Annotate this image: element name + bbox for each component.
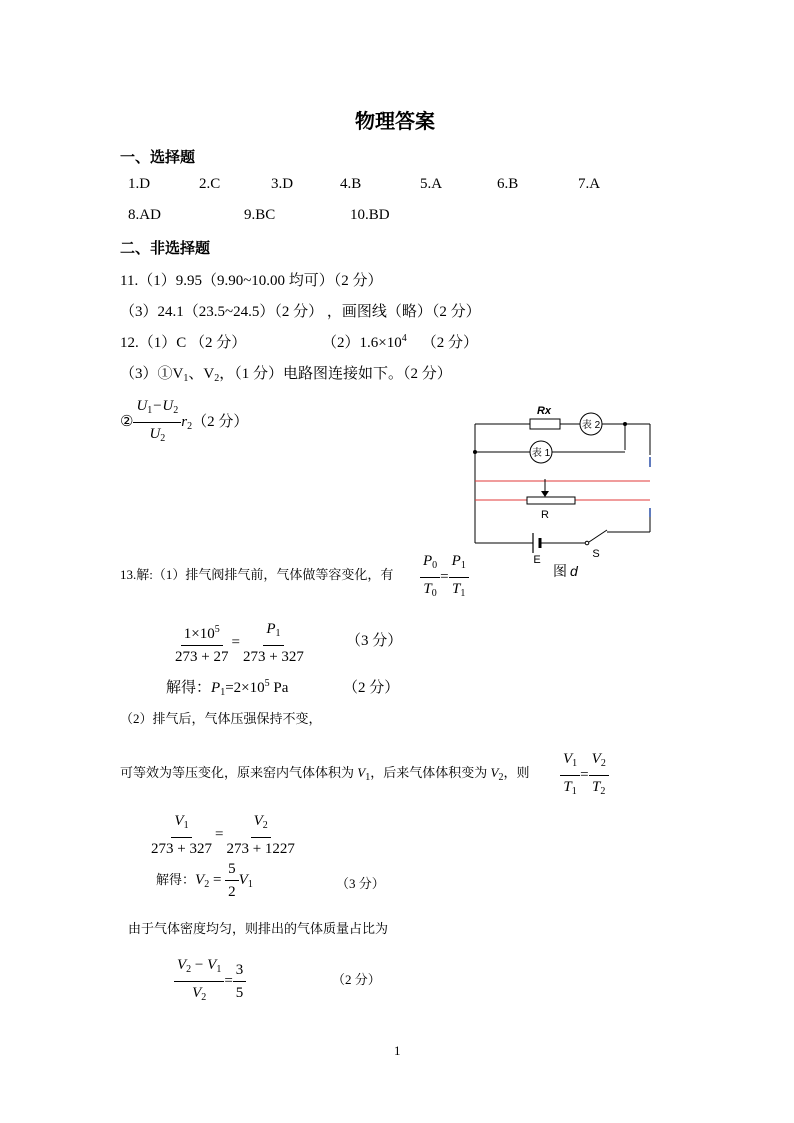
resistor-rx (530, 419, 560, 429)
eq2-den-right: 273 + 1227 (226, 841, 295, 857)
answer-7: 7.A (578, 176, 601, 192)
sol2-den: 2 (228, 884, 236, 900)
ratio-score: （2 分） (332, 972, 381, 987)
answer-2: 2.C (199, 176, 221, 192)
eq1-num-right: P (266, 621, 276, 637)
frac-minus-u2: −U (152, 398, 174, 414)
q12-part2-value: （2）1.6×10 (322, 335, 402, 351)
q12-formula (120, 397, 248, 448)
q11-line2: （3）24.1（23.5~24.5）（2 分） ，画图线（略）（2 分） (120, 304, 481, 320)
q13-eq2: $\frac{V_1}{273 + 327}$ = $\frac{V_2}{273 + 1227}$ (148, 812, 298, 858)
frac-den-u: U (149, 426, 161, 442)
q12-part3-a: （3）①V (120, 366, 184, 382)
ratio-right-fraction (233, 961, 247, 1002)
sol1-pre: 解得： (166, 680, 212, 696)
iso-pre: 可等效为等压变化，原来窑内气体体积为 (120, 765, 358, 780)
frac-u1-sub: 1 (147, 405, 153, 416)
sol1-unit: Pa (269, 680, 289, 696)
section-heading-choice: 一、选择题 (120, 148, 196, 166)
answer-4: 4.B (340, 176, 362, 192)
circled-two: ② (120, 413, 134, 430)
q13-eq1: $\frac{1\times 10^5}{273 + 27}$ = $\frac{P_1}{273 + 327}$ (172, 620, 307, 666)
circuit-diagram (465, 395, 665, 595)
sol1-sub: 1 (220, 687, 226, 698)
ratio-den: 5 (235, 985, 244, 1001)
frac-u1: U (136, 398, 148, 414)
answer-6: 6.B (497, 176, 519, 192)
eq1-num-exp: 5 (214, 623, 220, 635)
q12-part2 (322, 331, 478, 352)
q12-part1: 12.（1）C （2 分） (120, 335, 247, 351)
sol1-score: （2 分） (343, 680, 400, 696)
frac-u2-sub: 2 (173, 405, 179, 416)
eq1-den-left: 273 + 27 (175, 648, 229, 665)
q13-intro (120, 564, 393, 583)
eq1-right-fraction (240, 620, 307, 666)
q12-part3-s2: 2 (214, 373, 220, 384)
q13-intro-text: 13.解:（1）排气阀排气前，气体做等容变化，有 (120, 567, 394, 582)
eq1-den-right: 273 + 327 (242, 649, 304, 665)
q11-line1: 11.（1）9.95（9.90~10.00 均可）（2 分） (120, 273, 383, 289)
q13-isobaric-formula: $\frac{V_1}{T_1}$ = $\frac{V_2}{T_2}$ (560, 750, 609, 801)
sol2-score: （3 分） (336, 876, 385, 891)
q12-part3-b: 、V (188, 366, 215, 382)
q12-fraction (133, 397, 181, 448)
q13-density: 由于气体密度均匀，则排出的气体质量占比为 (128, 921, 389, 936)
eq2-den-left: 273 + 327 (151, 841, 212, 857)
formula-r: r (181, 413, 188, 430)
sol1-mid: =2×10 (225, 680, 265, 696)
answer-3: 3.D (271, 176, 294, 192)
label-r: R (541, 509, 549, 521)
formula-r-sub: 2 (187, 420, 193, 432)
iso-mid: ，后来气体体积变为 (370, 765, 491, 780)
q13-isochoric-formula: $\frac{P_0}{T_0}$ = $\frac{P_1}{T_1}$ (420, 552, 469, 603)
ratio-left-fraction: $\frac{V_2 - V_1}{V_2}$ (174, 956, 224, 1007)
q13-isobaric: 可等效为等压变化，原来窑内气体体积为 $V_1$，后来气体体积变为 $V_2$，则 (120, 765, 530, 783)
rheostat (527, 497, 575, 504)
formula-score: （2 分） (192, 413, 249, 430)
figure-caption-text: 图 (553, 563, 567, 579)
frac-den-sub: 2 (160, 433, 166, 444)
sol2-fraction (225, 860, 239, 901)
q13-solution2: 解得：$V_2$ = $\frac{5}{2}$ $V_1$ (156, 861, 253, 900)
q12-part2-exp: 4 (401, 333, 407, 344)
ratio-num: 3 (233, 961, 247, 982)
answer-10: 10.BD (350, 207, 390, 223)
label-meter2: 表 2 (581, 420, 601, 431)
label-s: S (592, 548, 600, 560)
q12-part3-s1: 1 (183, 373, 189, 384)
sol1-exp: 5 (264, 678, 270, 689)
eq1-num-right-sub: 1 (275, 628, 281, 639)
eq1-left-fraction (172, 621, 231, 666)
answer-5: 5.A (420, 176, 443, 192)
label-e: E (533, 554, 541, 566)
q12-part3-c: ，（1 分）电路图连接如下。（2 分） (219, 366, 452, 382)
q13-part2: （2）排气后，气体压强保持不变， (120, 711, 322, 726)
q12-part3 (120, 362, 452, 384)
sol2-pre: 解得： (156, 871, 196, 887)
iso-post: ，则 (503, 765, 530, 780)
q13-ratio: $\frac{V_2 - V_1}{V_2}$ = $\frac{3}{5}$ (174, 956, 246, 1007)
answer-9: 9.BC (244, 207, 276, 223)
eq2-right-fraction: $\frac{V_2}{273 + 1227}$ (223, 812, 297, 858)
eq1-score: （3 分） (346, 633, 403, 649)
sol2-num: 5 (225, 860, 239, 881)
switch-blade (589, 530, 607, 542)
sol1-var: P (211, 680, 221, 696)
q12-part2-score: （2 分） (421, 335, 478, 351)
q13-solution1 (166, 676, 288, 698)
figure-caption-var: d (570, 563, 578, 579)
section-heading-nonchoice: 二、非选择题 (120, 239, 211, 257)
answer-8: 8.AD (128, 207, 161, 223)
eq2-left-fraction: $\frac{V_1}{273 + 327}$ (148, 812, 215, 858)
rheostat-arrow (541, 491, 549, 497)
label-rx: Rx (536, 405, 552, 417)
label-meter1: 表 1 (531, 448, 551, 459)
page-number: 1 (394, 1043, 401, 1058)
eq1-num-left: 1×10 (183, 625, 215, 642)
page-title: 物理答案 (355, 109, 435, 133)
answer-1: 1.D (128, 176, 151, 192)
switch-pivot (585, 541, 589, 545)
